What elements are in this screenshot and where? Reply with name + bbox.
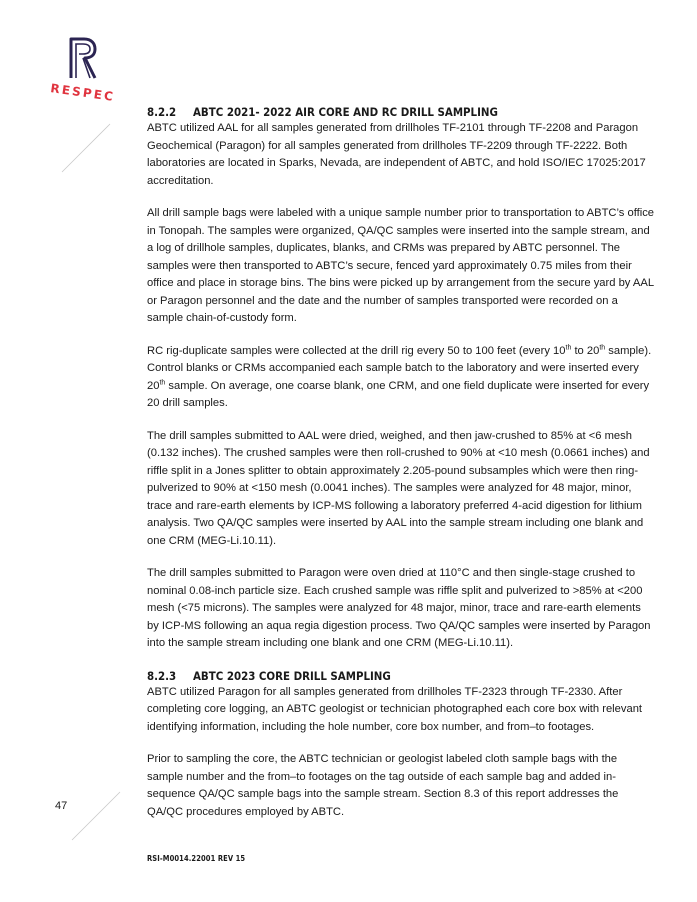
respec-r-mark-icon [68,36,98,80]
section-heading [147,668,655,684]
decorative-diagonal-bottom [70,790,122,842]
text-run: to 20 [571,344,600,357]
superscript: th [565,343,572,351]
section-number: 8.2.3 [147,668,177,683]
text-run: sample). Control blanks or CRMs accompanied each sample batch to the laboratory and were inserted every 20 [147,344,652,392]
paragraph: The drill samples submitted to AAL were dried, weighed, and then jaw-crushed to 85% at <6 mesh (0.132 inches). The crushed samples were then roll-crushed to 90% at <10 mesh (0.0661 inches) and riffle split in a Jones splitter to obtain approximately 2.205-pound subsamples which were then ring-pulverized to 90% at <150 mesh (0.0041 inches). The samples were analyzed for 48 major, minor, trace and rare-earth elements by ICP-MS following a laboratory preferred 4-acid digestion for lithium analysis. Two QA/QC samples were inserted by AAL into the sample stream including one blank and one CRM (MEG-Li.10.11). [147,429,650,547]
section-number: 8.2.2 [147,105,177,119]
respec-wordmark [48,78,118,108]
decorative-diagonal-top [60,122,112,174]
footer-doc-id: RSI-M0014.22001 REV 15 [147,854,246,863]
paragraph-rc-duplicates [147,343,655,413]
paragraph: Prior to sampling the core, the ABTC technician or geologist labeled cloth sample bags with the sample number and the from–to footages on the tag outside of each sample bag and added in-sequence QA/QC sample bags into the sample stream. Section 8.3 of this report addresses the QA/QC procedures employed by ABTC. [147,753,619,818]
paragraph: All drill sample bags were labeled with a unique sample number prior to transportation to ABTC’s office in Tonopah. The samples were organized, QA/QC samples were inserted into the sample stream, and a log of drillhole samples, duplicates, blanks, and CRMs was prepared by ABTC personnel. The samples were then transported to ABTC’s secure, fenced yard approximately 0.75 miles from their office and place in storage bins. The bins were picked up by arrangement from the secure yard by AAL or Paragon personnel and the date and the number of samples transported were recorded on a sample chain-of-custody form. [147,207,655,324]
section-title: ABTC 2021- 2022 AIR CORE AND RC DRILL SAMPLING [193,105,498,119]
section-8-2-2 [147,104,655,653]
superscript: th [159,378,166,386]
page-number: 47 [55,800,68,812]
superscript: th [599,343,606,351]
section-8-2-3 [147,668,655,822]
document-body [147,104,655,836]
paragraph: ABTC utilized AAL for all samples generated from drillholes TF-2101 through TF-2208 and Paragon Geochemical (Paragon) for all samples generated from drillholes TF-2209 through TF-2222. Both laboratories are located in Sparks, Nevada, are independent of ABTC, and hold ISO/IEC 17025:2017 accreditation. [147,122,646,187]
text-run: RC rig-duplicate samples were collected at the drill rig every 50 to 100 feet (every 10 [147,344,566,357]
section-title: ABTC 2023 CORE DRILL SAMPLING [193,668,391,683]
brand-name: RESPEC [49,81,116,105]
paragraph: ABTC utilized Paragon for all samples generated from drillholes TF-2323 through TF-2330. After completing core logging, an ABTC geologist or technician photographed each core box with relevant identifying information, including the hole number, core box number, and from–to footages. [147,685,643,733]
text-run: sample. On average, one coarse blank, one CRM, and one field duplicate were inserted for every 20 drill samples. [147,379,650,409]
section-heading [147,104,655,120]
paragraph: The drill samples submitted to Paragon were oven dried at 110°C and then single-stage crushed to nominal 0.08-inch particle size. Each crushed sample was riffle split and pulverized to >85% at <200 mesh (<75 microns). The samples were analyzed for 48 major, minor, trace and rare-earth elements by ICP-MS following an aqua regia digestion process. Two QA/QC samples were inserted by Paragon into the sample stream including one blank and one CRM (MEG-Li.10.11). [147,567,651,649]
